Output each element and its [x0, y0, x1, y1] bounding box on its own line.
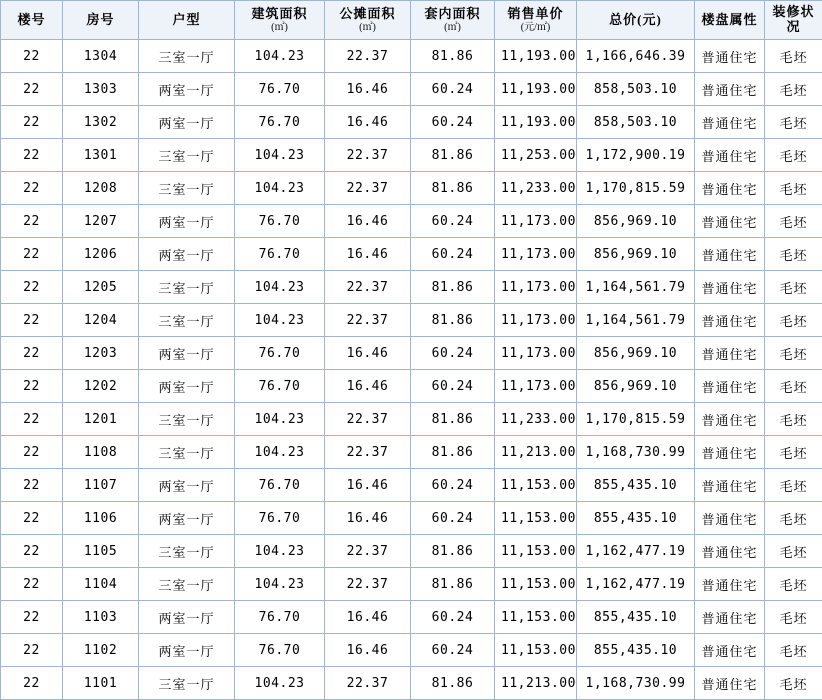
cell-building-number: 22: [1, 205, 63, 238]
cell-decoration-status: 毛坯: [765, 106, 822, 139]
cell-property-attribute: 普通住宅: [695, 238, 765, 271]
cell-unit-price: 11,173.00: [495, 238, 577, 271]
cell-shared-area: 16.46: [325, 238, 411, 271]
column-header-unit: (㎡): [412, 22, 493, 34]
column-header-9: [765, 1, 822, 40]
cell-shared-area: 16.46: [325, 370, 411, 403]
cell-room-number: 1103: [63, 601, 139, 634]
cell-built-area: 104.23: [235, 172, 325, 205]
cell-built-area: 104.23: [235, 139, 325, 172]
cell-total-price: 855,435.10: [577, 502, 695, 535]
cell-unit-type: 三室一厅: [139, 304, 235, 337]
column-header-label: 套内面积: [412, 7, 493, 22]
table-header-row: [1, 1, 822, 40]
cell-shared-area: 16.46: [325, 106, 411, 139]
cell-building-number: 22: [1, 106, 63, 139]
cell-shared-area: 22.37: [325, 535, 411, 568]
cell-total-price: 1,166,646.39: [577, 40, 695, 73]
table-row: [1, 634, 822, 667]
column-header-8: [695, 1, 765, 40]
cell-inner-area: 81.86: [411, 667, 495, 700]
column-header-5: [411, 1, 495, 40]
cell-unit-price: 11,233.00: [495, 172, 577, 205]
cell-shared-area: 22.37: [325, 139, 411, 172]
table-header: [1, 1, 822, 40]
cell-building-number: 22: [1, 40, 63, 73]
cell-unit-type: 三室一厅: [139, 436, 235, 469]
cell-total-price: 1,164,561.79: [577, 271, 695, 304]
cell-room-number: 1101: [63, 667, 139, 700]
cell-unit-type: 三室一厅: [139, 271, 235, 304]
cell-unit-price: 11,193.00: [495, 73, 577, 106]
table-row: [1, 535, 822, 568]
cell-decoration-status: 毛坯: [765, 40, 822, 73]
cell-shared-area: 22.37: [325, 436, 411, 469]
cell-built-area: 76.70: [235, 502, 325, 535]
cell-building-number: 22: [1, 403, 63, 436]
cell-building-number: 22: [1, 139, 63, 172]
cell-property-attribute: 普通住宅: [695, 205, 765, 238]
cell-building-number: 22: [1, 238, 63, 271]
cell-building-number: 22: [1, 337, 63, 370]
column-header-label: 楼号: [2, 13, 61, 28]
cell-inner-area: 60.24: [411, 469, 495, 502]
cell-decoration-status: 毛坯: [765, 436, 822, 469]
cell-decoration-status: 毛坯: [765, 337, 822, 370]
cell-property-attribute: 普通住宅: [695, 469, 765, 502]
column-header-label: 房号: [64, 13, 137, 28]
table-row: [1, 73, 822, 106]
table-row: [1, 403, 822, 436]
cell-built-area: 76.70: [235, 634, 325, 667]
cell-shared-area: 16.46: [325, 634, 411, 667]
cell-property-attribute: 普通住宅: [695, 601, 765, 634]
table-row: [1, 172, 822, 205]
cell-shared-area: 16.46: [325, 469, 411, 502]
cell-total-price: 858,503.10: [577, 73, 695, 106]
cell-built-area: 104.23: [235, 436, 325, 469]
cell-property-attribute: 普通住宅: [695, 436, 765, 469]
cell-property-attribute: 普通住宅: [695, 106, 765, 139]
cell-property-attribute: 普通住宅: [695, 40, 765, 73]
cell-inner-area: 60.24: [411, 601, 495, 634]
cell-total-price: 856,969.10: [577, 205, 695, 238]
cell-unit-price: 11,173.00: [495, 304, 577, 337]
cell-building-number: 22: [1, 634, 63, 667]
table-row: [1, 337, 822, 370]
cell-inner-area: 81.86: [411, 568, 495, 601]
cell-total-price: 1,170,815.59: [577, 403, 695, 436]
cell-built-area: 76.70: [235, 106, 325, 139]
cell-built-area: 104.23: [235, 271, 325, 304]
column-header-6: [495, 1, 577, 40]
cell-building-number: 22: [1, 568, 63, 601]
cell-total-price: 1,168,730.99: [577, 436, 695, 469]
cell-room-number: 1201: [63, 403, 139, 436]
cell-building-number: 22: [1, 73, 63, 106]
column-header-unit: (㎡): [236, 22, 323, 34]
cell-built-area: 104.23: [235, 667, 325, 700]
cell-unit-type: 两室一厅: [139, 238, 235, 271]
cell-unit-price: 11,173.00: [495, 205, 577, 238]
cell-room-number: 1107: [63, 469, 139, 502]
cell-building-number: 22: [1, 535, 63, 568]
cell-inner-area: 60.24: [411, 106, 495, 139]
cell-inner-area: 81.86: [411, 40, 495, 73]
cell-unit-type: 两室一厅: [139, 469, 235, 502]
cell-property-attribute: 普通住宅: [695, 172, 765, 205]
cell-shared-area: 16.46: [325, 337, 411, 370]
cell-shared-area: 16.46: [325, 205, 411, 238]
cell-unit-price: 11,153.00: [495, 469, 577, 502]
cell-property-attribute: 普通住宅: [695, 73, 765, 106]
cell-decoration-status: 毛坯: [765, 304, 822, 337]
cell-decoration-status: 毛坯: [765, 238, 822, 271]
cell-unit-type: 三室一厅: [139, 403, 235, 436]
table-row: [1, 271, 822, 304]
table-row: [1, 370, 822, 403]
cell-property-attribute: 普通住宅: [695, 568, 765, 601]
cell-unit-type: 三室一厅: [139, 40, 235, 73]
cell-decoration-status: 毛坯: [765, 469, 822, 502]
cell-built-area: 76.70: [235, 601, 325, 634]
cell-inner-area: 81.86: [411, 172, 495, 205]
cell-total-price: 1,172,900.19: [577, 139, 695, 172]
cell-inner-area: 81.86: [411, 436, 495, 469]
cell-built-area: 76.70: [235, 370, 325, 403]
cell-total-price: 856,969.10: [577, 370, 695, 403]
table-body: [1, 40, 822, 700]
cell-unit-price: 11,233.00: [495, 403, 577, 436]
cell-unit-price: 11,153.00: [495, 568, 577, 601]
cell-building-number: 22: [1, 469, 63, 502]
table-row: [1, 436, 822, 469]
column-header-unit: (㎡): [326, 22, 409, 34]
cell-room-number: 1208: [63, 172, 139, 205]
column-header-label: 建筑面积: [236, 7, 323, 22]
cell-property-attribute: 普通住宅: [695, 337, 765, 370]
cell-property-attribute: 普通住宅: [695, 634, 765, 667]
cell-shared-area: 22.37: [325, 304, 411, 337]
column-header-label: 销售单价: [496, 7, 575, 22]
cell-property-attribute: 普通住宅: [695, 667, 765, 700]
cell-building-number: 22: [1, 667, 63, 700]
cell-unit-type: 两室一厅: [139, 601, 235, 634]
column-header-label: 公摊面积: [326, 7, 409, 22]
cell-unit-price: 11,153.00: [495, 634, 577, 667]
cell-unit-type: 两室一厅: [139, 337, 235, 370]
cell-unit-price: 11,193.00: [495, 40, 577, 73]
cell-total-price: 855,435.10: [577, 469, 695, 502]
cell-total-price: 1,170,815.59: [577, 172, 695, 205]
cell-shared-area: 22.37: [325, 667, 411, 700]
cell-total-price: 1,168,730.99: [577, 667, 695, 700]
cell-built-area: 104.23: [235, 304, 325, 337]
cell-unit-price: 11,173.00: [495, 370, 577, 403]
column-header-1: [63, 1, 139, 40]
cell-shared-area: 22.37: [325, 271, 411, 304]
cell-room-number: 1104: [63, 568, 139, 601]
cell-room-number: 1106: [63, 502, 139, 535]
cell-decoration-status: 毛坯: [765, 568, 822, 601]
table-row: [1, 568, 822, 601]
column-header-label: 户型: [140, 13, 233, 28]
cell-room-number: 1108: [63, 436, 139, 469]
cell-unit-price: 11,153.00: [495, 502, 577, 535]
column-header-0: [1, 1, 63, 40]
cell-shared-area: 16.46: [325, 601, 411, 634]
cell-unit-price: 11,153.00: [495, 601, 577, 634]
table-row: [1, 205, 822, 238]
cell-unit-price: 11,173.00: [495, 337, 577, 370]
cell-decoration-status: 毛坯: [765, 601, 822, 634]
cell-unit-type: 三室一厅: [139, 568, 235, 601]
cell-built-area: 104.23: [235, 568, 325, 601]
cell-total-price: 1,162,477.19: [577, 535, 695, 568]
column-header-4: [325, 1, 411, 40]
table-row: [1, 667, 822, 700]
cell-decoration-status: 毛坯: [765, 667, 822, 700]
cell-unit-type: 三室一厅: [139, 667, 235, 700]
table-row: [1, 139, 822, 172]
cell-decoration-status: 毛坯: [765, 139, 822, 172]
cell-room-number: 1302: [63, 106, 139, 139]
cell-inner-area: 81.86: [411, 535, 495, 568]
cell-inner-area: 81.86: [411, 304, 495, 337]
cell-unit-price: 11,213.00: [495, 667, 577, 700]
table-row: [1, 469, 822, 502]
cell-unit-type: 三室一厅: [139, 535, 235, 568]
cell-unit-type: 三室一厅: [139, 139, 235, 172]
cell-total-price: 1,162,477.19: [577, 568, 695, 601]
cell-built-area: 104.23: [235, 535, 325, 568]
cell-unit-type: 两室一厅: [139, 73, 235, 106]
column-header-3: [235, 1, 325, 40]
table-row: [1, 304, 822, 337]
cell-room-number: 1205: [63, 271, 139, 304]
cell-building-number: 22: [1, 304, 63, 337]
column-header-label: 装修状况: [766, 5, 821, 35]
table-row: [1, 238, 822, 271]
cell-unit-type: 两室一厅: [139, 634, 235, 667]
table-row: [1, 40, 822, 73]
cell-decoration-status: 毛坯: [765, 172, 822, 205]
cell-unit-price: 11,173.00: [495, 271, 577, 304]
cell-building-number: 22: [1, 601, 63, 634]
cell-inner-area: 60.24: [411, 502, 495, 535]
cell-inner-area: 60.24: [411, 238, 495, 271]
cell-inner-area: 81.86: [411, 139, 495, 172]
column-header-unit: (元/㎡): [496, 22, 575, 34]
cell-property-attribute: 普通住宅: [695, 403, 765, 436]
cell-inner-area: 81.86: [411, 403, 495, 436]
cell-decoration-status: 毛坯: [765, 205, 822, 238]
cell-decoration-status: 毛坯: [765, 634, 822, 667]
cell-decoration-status: 毛坯: [765, 535, 822, 568]
cell-building-number: 22: [1, 271, 63, 304]
cell-unit-type: 两室一厅: [139, 205, 235, 238]
column-header-label: 总价(元): [578, 13, 693, 28]
cell-unit-type: 两室一厅: [139, 106, 235, 139]
cell-shared-area: 22.37: [325, 568, 411, 601]
table-row: [1, 502, 822, 535]
cell-total-price: 856,969.10: [577, 238, 695, 271]
cell-building-number: 22: [1, 502, 63, 535]
cell-built-area: 76.70: [235, 469, 325, 502]
cell-room-number: 1202: [63, 370, 139, 403]
cell-property-attribute: 普通住宅: [695, 271, 765, 304]
cell-property-attribute: 普通住宅: [695, 304, 765, 337]
cell-building-number: 22: [1, 172, 63, 205]
cell-property-attribute: 普通住宅: [695, 502, 765, 535]
column-header-label: 楼盘属性: [696, 13, 763, 28]
cell-unit-price: 11,213.00: [495, 436, 577, 469]
cell-total-price: 856,969.10: [577, 337, 695, 370]
cell-inner-area: 60.24: [411, 337, 495, 370]
cell-inner-area: 81.86: [411, 271, 495, 304]
cell-room-number: 1203: [63, 337, 139, 370]
cell-unit-type: 三室一厅: [139, 172, 235, 205]
cell-total-price: 855,435.10: [577, 601, 695, 634]
table-row: [1, 601, 822, 634]
cell-room-number: 1304: [63, 40, 139, 73]
cell-unit-price: 11,253.00: [495, 139, 577, 172]
column-header-7: [577, 1, 695, 40]
cell-room-number: 1204: [63, 304, 139, 337]
cell-total-price: 855,435.10: [577, 634, 695, 667]
cell-unit-type: 两室一厅: [139, 502, 235, 535]
cell-built-area: 76.70: [235, 238, 325, 271]
column-header-2: [139, 1, 235, 40]
cell-property-attribute: 普通住宅: [695, 370, 765, 403]
cell-property-attribute: 普通住宅: [695, 535, 765, 568]
cell-built-area: 76.70: [235, 337, 325, 370]
cell-shared-area: 16.46: [325, 502, 411, 535]
cell-unit-price: 11,193.00: [495, 106, 577, 139]
cell-decoration-status: 毛坯: [765, 370, 822, 403]
cell-unit-price: 11,153.00: [495, 535, 577, 568]
cell-property-attribute: 普通住宅: [695, 139, 765, 172]
cell-room-number: 1301: [63, 139, 139, 172]
cell-shared-area: 22.37: [325, 40, 411, 73]
cell-built-area: 104.23: [235, 403, 325, 436]
cell-decoration-status: 毛坯: [765, 271, 822, 304]
cell-shared-area: 22.37: [325, 172, 411, 205]
cell-inner-area: 60.24: [411, 205, 495, 238]
cell-building-number: 22: [1, 370, 63, 403]
cell-built-area: 76.70: [235, 205, 325, 238]
cell-decoration-status: 毛坯: [765, 502, 822, 535]
cell-total-price: 858,503.10: [577, 106, 695, 139]
cell-decoration-status: 毛坯: [765, 403, 822, 436]
cell-room-number: 1303: [63, 73, 139, 106]
cell-total-price: 1,164,561.79: [577, 304, 695, 337]
table-row: [1, 106, 822, 139]
cell-inner-area: 60.24: [411, 634, 495, 667]
cell-room-number: 1206: [63, 238, 139, 271]
cell-unit-type: 两室一厅: [139, 370, 235, 403]
cell-room-number: 1102: [63, 634, 139, 667]
cell-building-number: 22: [1, 436, 63, 469]
cell-inner-area: 60.24: [411, 370, 495, 403]
cell-shared-area: 16.46: [325, 73, 411, 106]
cell-built-area: 76.70: [235, 73, 325, 106]
cell-inner-area: 60.24: [411, 73, 495, 106]
cell-decoration-status: 毛坯: [765, 73, 822, 106]
cell-built-area: 104.23: [235, 40, 325, 73]
cell-room-number: 1105: [63, 535, 139, 568]
cell-shared-area: 22.37: [325, 403, 411, 436]
cell-room-number: 1207: [63, 205, 139, 238]
